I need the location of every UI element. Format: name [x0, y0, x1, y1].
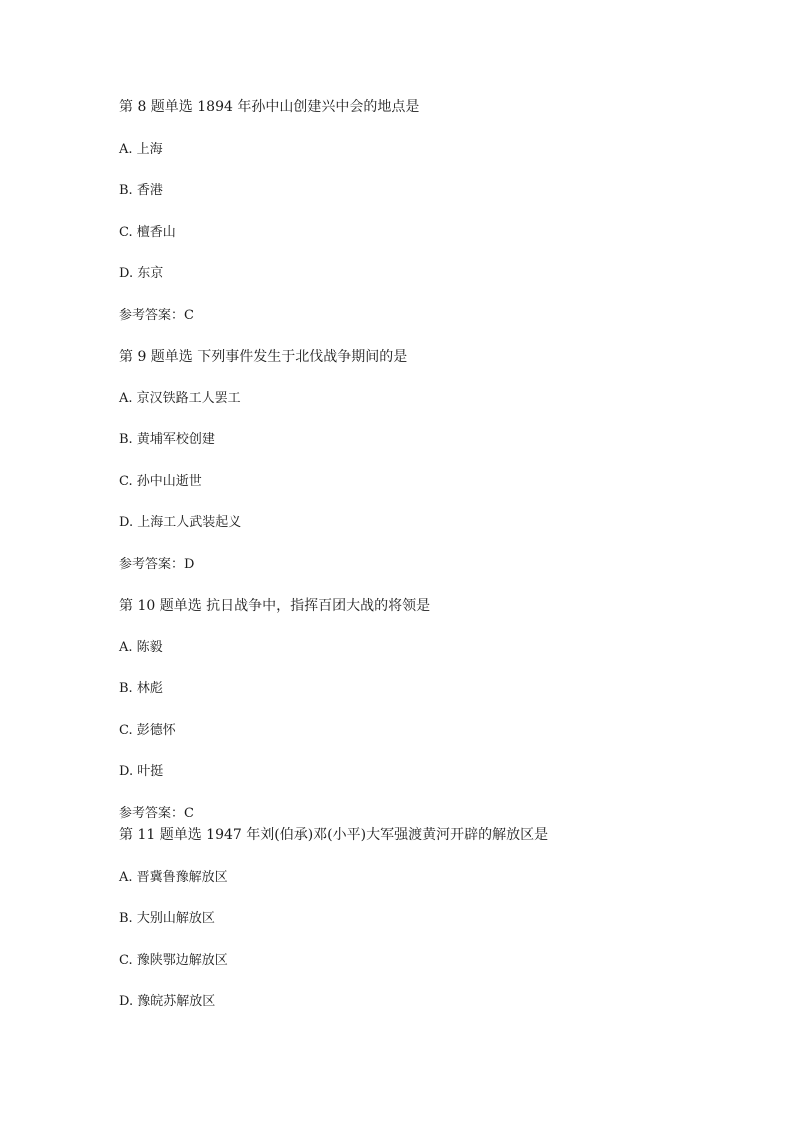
question-11-option-d: D. 豫皖苏解放区: [119, 994, 216, 1009]
question-9-option-d: D. 上海工人武装起义: [119, 515, 242, 530]
question-11-stem: 第 11 题单选 1947 年刘(伯承)邓(小平)大军强渡黄河开辟的解放区是: [119, 827, 549, 843]
question-11-option-c: C. 豫陕鄂边解放区: [119, 953, 228, 968]
question-9-option-a: A. 京汉铁路工人罢工: [119, 391, 241, 406]
question-9-option-c: C. 孙中山逝世: [119, 474, 202, 489]
question-8-option-b: B. 香港: [119, 183, 163, 198]
question-11-option-a: A. 晋冀鲁豫解放区: [119, 870, 228, 885]
question-10-option-d: D. 叶挺: [119, 764, 164, 779]
question-8-option-c: C. 檀香山: [119, 225, 176, 240]
question-9-answer: 参考答案：D: [119, 557, 195, 572]
question-9-option-b: B. 黄埔军校创建: [119, 432, 215, 447]
question-8-option-d: D. 东京: [119, 266, 164, 281]
question-10-stem: 第 10 题单选 抗日战争中，指挥百团大战的将领是: [119, 598, 431, 614]
question-9-stem: 第 9 题单选 下列事件发生于北伐战争期间的是: [119, 349, 408, 365]
question-10-option-b: B. 林彪: [119, 681, 163, 696]
question-8-answer: 参考答案：C: [119, 308, 194, 323]
question-10-option-c: C. 彭德怀: [119, 723, 176, 738]
question-10-option-a: A. 陈毅: [119, 640, 163, 655]
question-11-option-b: B. 大别山解放区: [119, 911, 215, 926]
question-8-stem: 第 8 题单选 1894 年孙中山创建兴中会的地点是: [119, 99, 420, 115]
question-10-answer: 参考答案：C: [119, 806, 194, 821]
question-8-option-a: A. 上海: [119, 142, 163, 157]
